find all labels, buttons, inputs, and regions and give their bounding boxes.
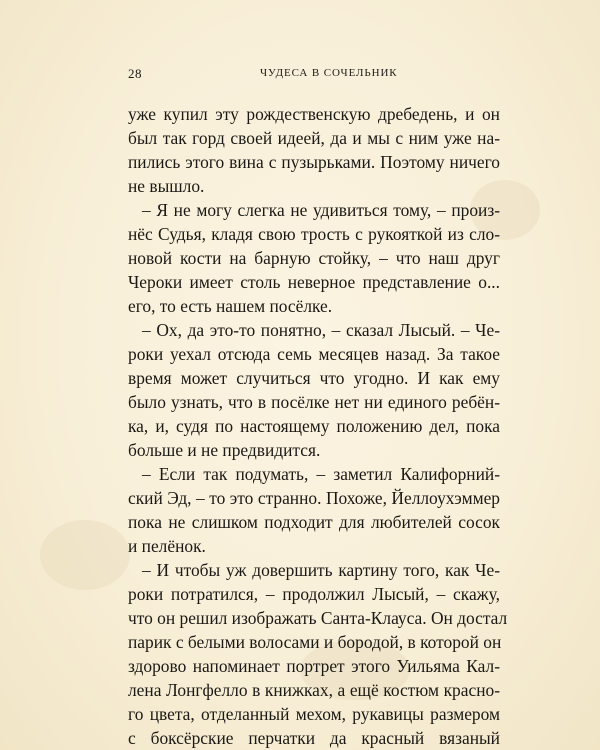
text-line: и пелёнок.	[128, 536, 206, 556]
text-line: был так горд своей идеей, да и мы с ним уже на-	[128, 128, 500, 148]
text-line: Чероки имеет столь неверное представление о...	[128, 272, 500, 292]
text-line: новой кости на барную стойку, – что наш друг	[128, 248, 500, 268]
text-line: роки потратился, – продолжил Лысый, – скажу,	[128, 584, 500, 604]
text-line: – Если так подумать, – заметил Калифорний-	[142, 464, 500, 484]
page-number: 28	[128, 66, 142, 81]
text-line: уже купил эту рождественскую дребедень, и он	[128, 104, 500, 124]
text-line: ка, и, судя по настоящему положению дел, пока	[128, 416, 500, 436]
text-line: – И чтобы уж довершить картину того, как Че-	[142, 560, 500, 580]
text-line: не вышло.	[128, 176, 205, 196]
text-line: го цвета, отделанный мехом, рукавицы размером	[128, 704, 500, 724]
text-line: здорово напоминает портрет этого Уильяма Кал-	[128, 656, 500, 676]
paper-stain	[40, 520, 130, 590]
text-line: лена Лонгфелло в книжках, а ещё костюм красно-	[128, 680, 500, 700]
text-line: – Ох, да это-то понятно, – сказал Лысый. – Че-	[142, 320, 500, 340]
text-line: пока не слишком подходит для любителей сосок	[128, 512, 500, 532]
text-line: парик с белыми волосами и бородой, в которой он	[128, 632, 502, 652]
page-header	[128, 66, 498, 82]
text-line: нёс Судья, кладя свою трость с рукояткой из сло-	[128, 224, 500, 244]
text-line: роки уехал отсюда семь месяцев назад. За такое	[128, 344, 500, 364]
text-line: что он решил изображать Санта-Клауса. Он достал	[128, 608, 508, 628]
running-title: ЧУДЕСА В СОЧЕЛЬНИК	[260, 67, 398, 79]
text-line: больше и не предвидится.	[128, 440, 321, 460]
text-line: время может случиться что угодно. И как ему	[128, 368, 500, 388]
text-line: было узнать, что в посёлке нет ни единого ребён-	[128, 392, 500, 412]
text-line: ский Эд, – то это странно. Похоже, Йеллоухэммер	[128, 488, 500, 508]
body-text	[128, 102, 508, 750]
text-line: пились этого вина с пузырьками. Поэтому ничего	[128, 152, 500, 172]
text-line: с боксёрские перчатки да красный вязаный	[128, 728, 500, 748]
text-line: – Я не могу слегка не удивиться тому, – произ-	[142, 200, 500, 220]
text-line: его, то есть нашем посёлке.	[128, 296, 333, 316]
